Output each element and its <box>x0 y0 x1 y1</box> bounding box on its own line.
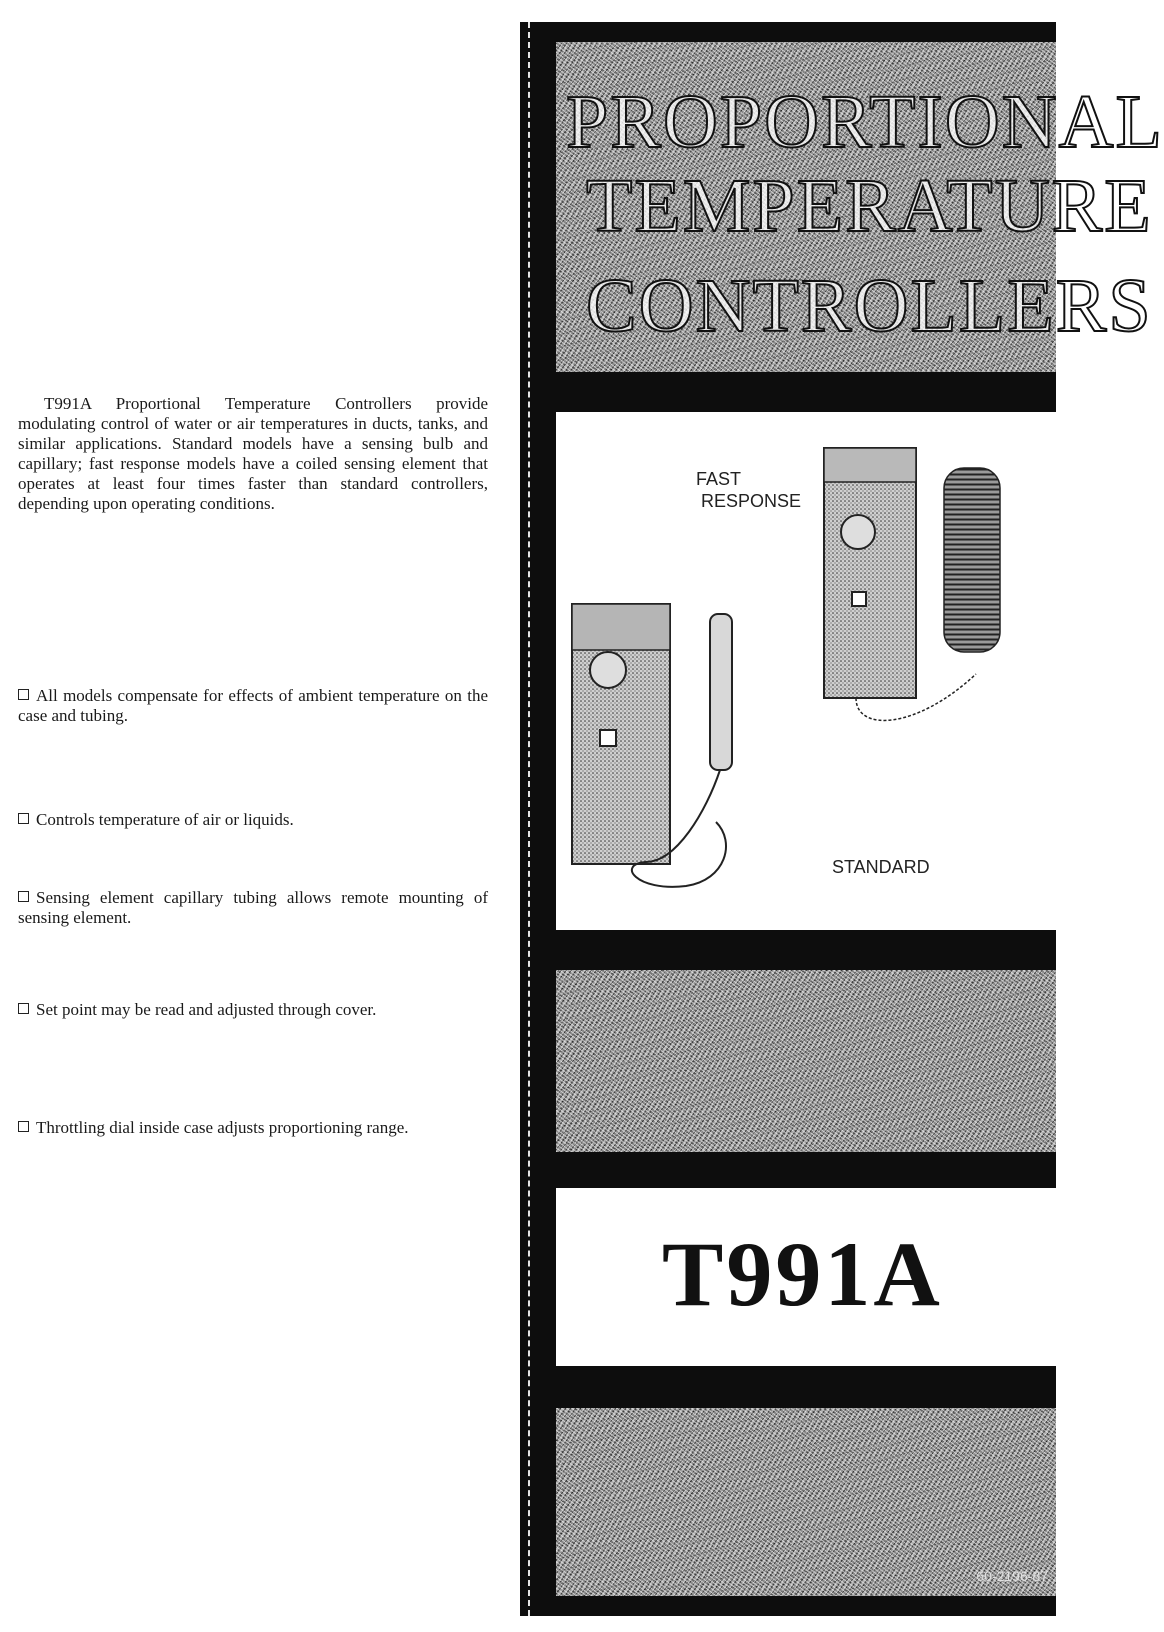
description-column <box>18 394 488 514</box>
model-number: T991A <box>662 1223 943 1325</box>
feature-item: Controls temperature of air or liquids. <box>18 810 488 830</box>
feature-item: Set point may be read and adjusted through cover. <box>18 1000 488 1020</box>
product-illustration-box <box>556 412 1056 930</box>
checkbox-bullet-icon <box>18 689 29 700</box>
stipple-band-middle <box>556 970 1056 1152</box>
checkbox-bullet-icon <box>18 1121 29 1132</box>
feature-item: Throttling dial inside case adjusts proportioning range. <box>18 1118 488 1138</box>
title-line-1: PROPORTIONAL <box>566 80 1164 164</box>
title-line-3: CONTROLLERS <box>586 264 1153 348</box>
standard-label: STANDARD <box>832 857 930 877</box>
cover-title <box>556 42 1164 372</box>
controllers-illustration <box>556 412 1056 930</box>
checkbox-bullet-icon <box>18 891 29 902</box>
feature-item: All models compensate for effects of ambient temperature on the case and tubing. <box>18 686 488 725</box>
form-number: 60-2196-87 <box>976 1568 1048 1584</box>
fast-response-controller <box>824 448 1000 720</box>
standard-controller <box>572 604 732 887</box>
title-line-2: TEMPERATURE <box>586 164 1153 248</box>
fast-response-label: FAST RESPONSE <box>696 469 802 511</box>
model-box <box>556 1188 1056 1366</box>
checkbox-bullet-icon <box>18 1003 29 1014</box>
intro-paragraph: T991A Proportional Temperature Controllers provide modulating control of water or air temperatures in ducts, tanks, and similar applications. Standard models have a sensing bulb and capillary; fast response models have a coiled sensing element that operates at least four times faster than standard controllers, depending upon operating conditions. <box>18 394 488 513</box>
checkbox-bullet-icon <box>18 813 29 824</box>
feature-item: Sensing element capillary tubing allows remote mounting of sensing element. <box>18 888 488 927</box>
fold-line <box>528 22 530 1616</box>
